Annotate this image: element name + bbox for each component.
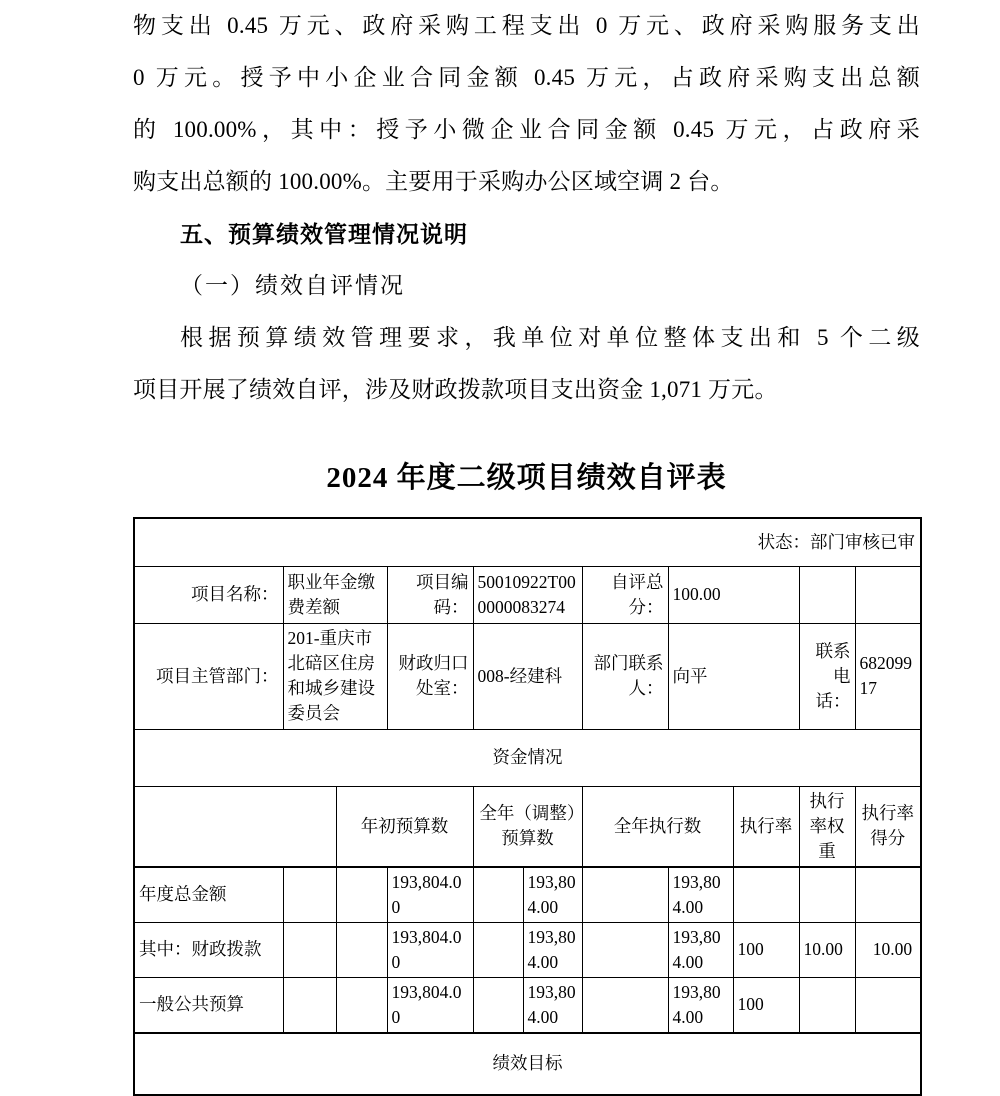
section-heading: 五、预算绩效管理情况说明 [180,221,468,247]
project-name-label: 项目名称： [134,566,283,623]
table-row-funds-header [134,786,921,867]
department-value: 201-重庆市北碚区住房和城乡建设委员会 [283,623,387,729]
empty-cell [582,867,668,923]
empty-cell [473,977,523,1033]
empty-cell [283,922,336,977]
exec-rate [733,867,799,923]
paragraph-line: 项目开展了绩效自评，涉及财政拨款项目支出资金 1,071 万元。 [133,377,778,402]
adjusted-budget: 193,804.00 [523,922,582,977]
funds-header-executed: 全年执行数 [582,786,733,867]
document-content [133,0,920,1096]
paragraph-line: 0 万元。授予中小企业合同金额 0.45 万元，占政府采购支出总额 [133,65,920,90]
funds-header-adjusted-budget: 全年（调整）预算数 [473,786,582,867]
table-title: 2024 年度二级项目绩效自评表 [326,462,727,494]
executed-amount: 193,804.00 [668,867,733,923]
table-row-targets-section [134,1033,921,1095]
empty-cell [336,977,387,1033]
table-row-status [134,518,921,566]
funds-header-rate-weight: 执行率权重 [799,786,855,867]
empty-cell [799,566,855,623]
targets-section-title: 绩效目标 [134,1033,921,1095]
paragraph-line: 物支出 0.45 万元、政府采购工程支出 0 万元、政府采购服务支出 [133,13,920,38]
finance-office-label: 财政归口处室： [387,623,473,729]
self-score-value: 100.00 [668,566,799,623]
table-row-fiscal-allocation [134,922,921,977]
phone-value: 68209917 [855,623,921,729]
exec-rate: 100 [733,977,799,1033]
rate-score [855,977,921,1033]
exec-rate: 100 [733,922,799,977]
status-cell: 状态：部门审核已审 [134,518,921,566]
table-row-project [134,566,921,623]
row-label: 年度总金额 [134,867,283,923]
adjusted-budget: 193,804.00 [523,867,582,923]
row-label: 其中：财政拨款 [134,922,283,977]
rate-weight [799,977,855,1033]
subsection-heading: （一）绩效自评情况 [180,273,405,298]
table-row-general-public-budget [134,977,921,1033]
initial-budget: 193,804.00 [387,977,473,1033]
table-row-annual-total [134,867,921,923]
adjusted-budget: 193,804.00 [523,977,582,1033]
empty-cell [283,977,336,1033]
rate-weight [799,867,855,923]
funds-header-initial-budget: 年初预算数 [336,786,473,867]
rate-score: 10.00 [855,922,921,977]
department-label: 项目主管部门： [134,623,283,729]
empty-cell [473,867,523,923]
rate-score [855,867,921,923]
funds-header-exec-rate: 执行率 [733,786,799,867]
table-row-funds-section [134,729,921,786]
initial-budget: 193,804.00 [387,867,473,923]
phone-label: 联系电话： [799,623,855,729]
funds-section-title: 资金情况 [134,729,921,786]
paragraph-line: 的 100.00%，其中：授予小微企业合同金额 0.45 万元，占政府采 [133,117,920,142]
initial-budget: 193,804.00 [387,922,473,977]
funds-header-blank [134,786,336,867]
finance-office-value: 008-经建科 [473,623,582,729]
project-name-value: 职业年金缴费差额 [283,566,387,623]
empty-cell [283,867,336,923]
project-code-value: 50010922T000000083274 [473,566,582,623]
contact-label: 部门联系人： [582,623,668,729]
table-row-department [134,623,921,729]
empty-cell [473,922,523,977]
contact-value: 向平 [668,623,799,729]
performance-evaluation-table [133,517,922,1096]
executed-amount: 193,804.00 [668,922,733,977]
empty-cell [582,977,668,1033]
empty-cell [336,922,387,977]
paragraph-self-evaluation [133,312,920,416]
row-label: 一般公共预算 [134,977,283,1033]
empty-cell [336,867,387,923]
paragraph-line: 购支出总额的 100.00%。主要用于采购办公区域空调 2 台。 [133,169,734,194]
paragraph-line: 根据预算绩效管理要求，我单位对单位整体支出和 5 个二级 [180,325,920,350]
empty-cell [855,566,921,623]
rate-weight: 10.00 [799,922,855,977]
paragraph-procurement [133,0,920,208]
funds-header-rate-score: 执行率得分 [855,786,921,867]
project-code-label: 项目编码： [387,566,473,623]
self-score-label: 自评总分： [582,566,668,623]
executed-amount: 193,804.00 [668,977,733,1033]
empty-cell [582,922,668,977]
